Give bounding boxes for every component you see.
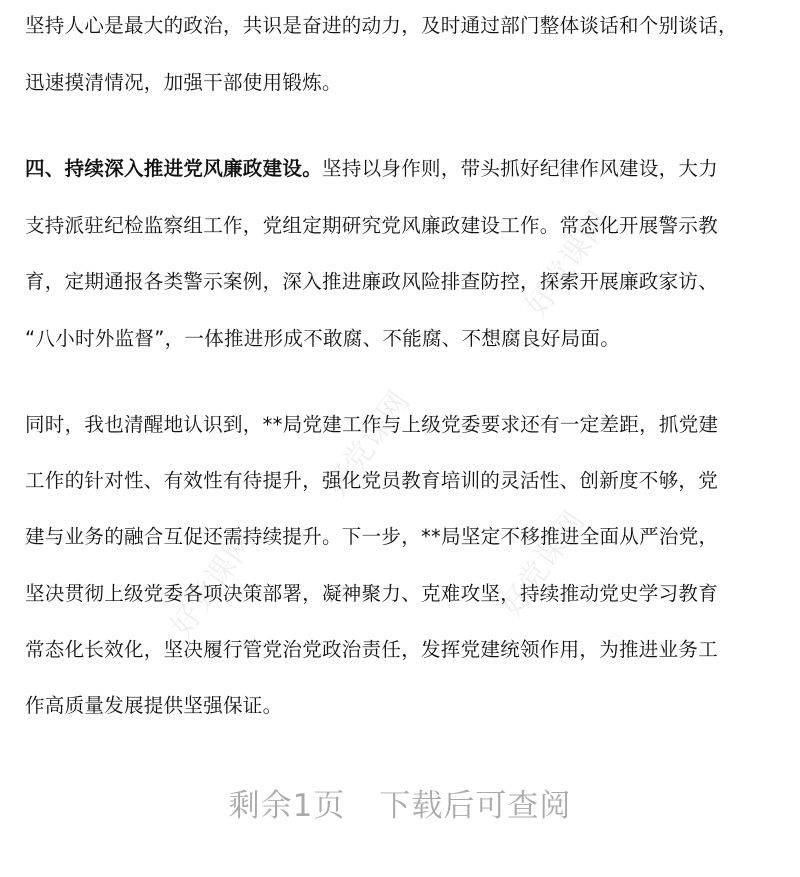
paragraph-line: 育，定期通报各类警示案例，深入推进廉政风险排查防控，探索开展廉政家访、 — [25, 270, 719, 293]
paragraph-line: 坚持人心是最大的政治，共识是奋进的动力，及时通过部门整体谈话和个别谈话， — [25, 14, 738, 37]
paragraph-line: 坚决贯彻上级党委各项决策部署，凝神聚力、克难攻坚，持续推动党史学习教育 — [25, 582, 719, 605]
watermark: 好党课网 — [494, 504, 592, 624]
paragraph-line: 工作的针对性、有效性有待提升，强化党员教育培训的灵活性、创新度不够，党 — [25, 469, 719, 492]
watermark: 好党课网 — [164, 524, 262, 644]
paragraph-line: 同时，我也清醒地认识到，**局党建工作与上级党委要求还有一定差距，抓党建 — [25, 413, 719, 436]
paragraph-text: 坚持以身作则，带头抓好纪律作风建设，大力 — [322, 157, 719, 180]
paragraph-line: 作高质量发展提供坚强保证。 — [25, 694, 283, 717]
paragraph-line: 建与业务的融合互促还需持续提升。下一步，**局坚定不移推进全面从严治党， — [25, 525, 719, 548]
section-heading: 四、持续深入推进党风廉政建设。 — [25, 157, 323, 180]
paragraph-line: 支持派驻纪检监察组工作，党组定期研究党风廉政建设工作。常态化开展警示教 — [25, 214, 719, 237]
paragraph-line: “八小时外监督”，一体推进形成不敢腐、不能腐、不想腐良好局面。 — [25, 327, 621, 350]
watermark: 好党课网 — [319, 384, 417, 504]
download-to-view-label: 下载后可查阅 — [379, 788, 572, 824]
paragraph-line: 迅速摸清情况，加强干部使用锻炼。 — [25, 71, 342, 94]
paragraph-line — [25, 155, 718, 183]
paragraph-line: 常态化长效化，坚决履行管党治党政治责任，发挥党建统领作用，为推进业务工 — [25, 638, 719, 661]
remaining-pages-label: 剩余1页 — [228, 788, 346, 824]
download-notice[interactable] — [0, 780, 800, 825]
watermark: 好党课网 — [519, 204, 617, 324]
